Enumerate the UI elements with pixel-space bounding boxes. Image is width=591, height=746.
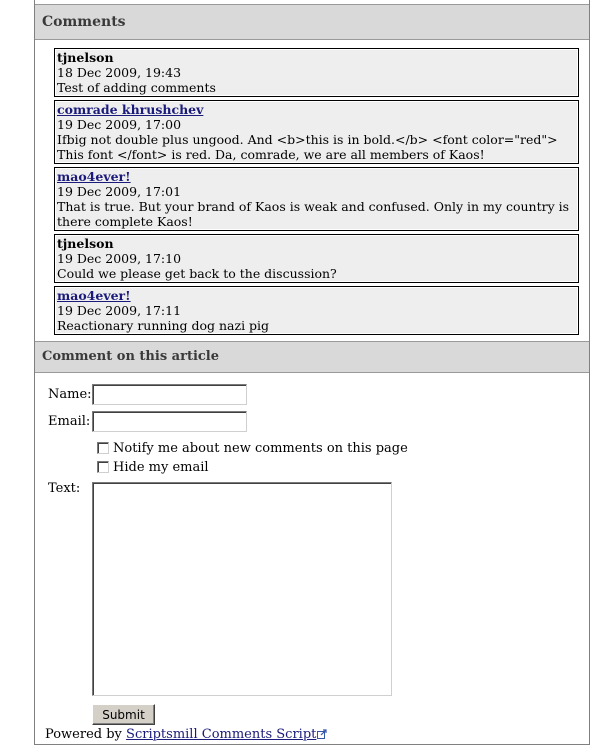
comments-header: Comments bbox=[35, 4, 589, 40]
comment-date: 19 Dec 2009, 17:01 bbox=[57, 184, 182, 199]
comment-author-link[interactable]: mao4ever! bbox=[57, 169, 131, 184]
name-label: Name: bbox=[48, 387, 92, 402]
comment-item bbox=[54, 234, 579, 283]
comment-item bbox=[54, 48, 579, 97]
email-input[interactable] bbox=[92, 411, 247, 432]
comment-text: Reactionary running dog nazi pig bbox=[57, 318, 270, 333]
comments-list bbox=[54, 48, 579, 338]
comment-author-link[interactable]: mao4ever! bbox=[57, 288, 131, 303]
comment-form-header: Comment on this article bbox=[35, 341, 589, 373]
comment-item bbox=[54, 286, 579, 335]
comment-author: tjnelson bbox=[57, 236, 114, 251]
comment-text: Test of adding comments bbox=[57, 80, 216, 95]
scriptsmill-link[interactable]: Scriptsmill Comments Script bbox=[126, 727, 317, 742]
comment-text: Could we please get back to the discussion? bbox=[57, 266, 337, 281]
notify-checkbox[interactable] bbox=[97, 442, 109, 454]
text-label: Text: bbox=[48, 481, 81, 496]
comment-text: That is true. But your brand of Kaos is weak and confused. Only in my country is there complete Kaos! bbox=[57, 199, 570, 229]
external-link-icon bbox=[317, 728, 327, 743]
comment-date: 19 Dec 2009, 17:00 bbox=[57, 117, 182, 132]
powered-by bbox=[45, 727, 327, 743]
notify-label: Notify me about new comments on this page bbox=[113, 441, 408, 456]
comment-date: 19 Dec 2009, 17:10 bbox=[57, 251, 182, 266]
powered-by-label: Powered by bbox=[45, 727, 122, 742]
name-input[interactable] bbox=[92, 384, 247, 405]
email-label: Email: bbox=[48, 414, 91, 429]
comment-textarea[interactable] bbox=[92, 482, 392, 696]
comment-date: 19 Dec 2009, 17:11 bbox=[57, 303, 182, 318]
comment-item bbox=[54, 100, 579, 164]
hide-email-checkbox[interactable] bbox=[97, 461, 109, 473]
comment-text: Ifbig not double plus ungood. And <b>this is in bold.</b> <font color="red"> This font </font> is red. Da, comrade, we are all members of Kaos! bbox=[57, 132, 558, 162]
comments-widget bbox=[34, 0, 590, 745]
comment-author: tjnelson bbox=[57, 50, 114, 65]
submit-button[interactable]: Submit bbox=[92, 704, 155, 725]
comment-item bbox=[54, 167, 579, 231]
hide-email-label: Hide my email bbox=[113, 460, 209, 475]
comment-date: 18 Dec 2009, 19:43 bbox=[57, 65, 182, 80]
comment-author-link[interactable]: comrade khrushchev bbox=[57, 102, 204, 117]
